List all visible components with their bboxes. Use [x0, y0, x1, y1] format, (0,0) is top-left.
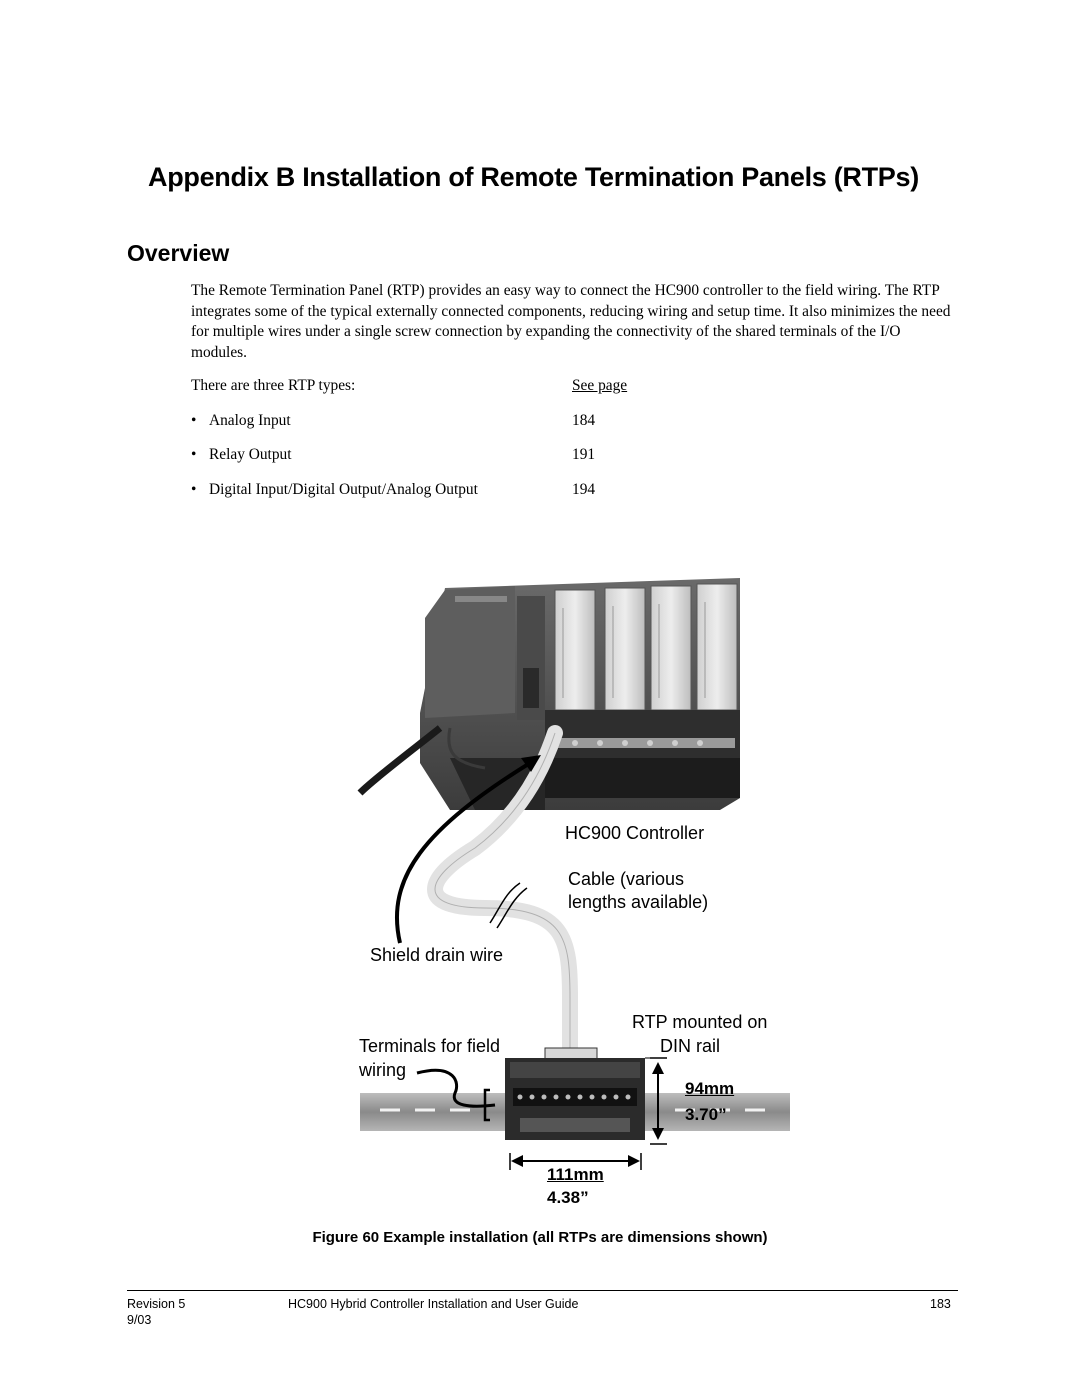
- section-title: Overview: [127, 240, 230, 266]
- terminals-label-line2: wiring: [359, 1060, 407, 1080]
- cable-label-line1: Cable (various: [568, 869, 685, 889]
- shield-drain-label: Shield drain wire: [370, 945, 504, 965]
- width-in-label: 4.38”: [547, 1188, 589, 1207]
- cable-label-line2: lengths available): [568, 892, 709, 912]
- footer-divider: [127, 1290, 958, 1291]
- figure-caption: Figure 60 Example installation (all RTPs are dimensions shown): [312, 1229, 768, 1246]
- bullet-icon: •: [191, 446, 197, 463]
- see-page-header: See page: [572, 377, 628, 394]
- height-mm-label: 94mm: [685, 1079, 735, 1098]
- controller-label: HC900 Controller: [565, 823, 705, 843]
- rtp-types-label: There are three RTP types:: [191, 377, 356, 394]
- rtp-type-name: Analog Input: [209, 412, 291, 429]
- bullet-icon: •: [191, 412, 197, 429]
- list-item: [191, 446, 292, 464]
- footer-date: 9/03: [127, 1313, 152, 1327]
- rtp-type-page: 191: [572, 446, 596, 463]
- terminals-label-line1: Terminals for field: [359, 1036, 501, 1056]
- footer-page-number: 183: [930, 1297, 951, 1311]
- rtp-type-name: Relay Output: [209, 446, 292, 463]
- rtp-type-page: 194: [572, 481, 596, 498]
- installation-figure: [355, 578, 795, 1213]
- width-mm-label: 111mm: [547, 1165, 604, 1184]
- intro-paragraph: The Remote Termination Panel (RTP) provides an easy way to connect the HC900 controller to the field wiring. The RTP integrates some of the typical externally connected components, reducing wiring and setup time. It also minimizes the need for multiple wires under a single screw connection by expanding the connectivity of the shared terminals of the I/O modules.: [191, 282, 951, 361]
- height-in-label: 3.70”: [685, 1105, 727, 1124]
- rtp-label-line2: DIN rail: [660, 1036, 721, 1056]
- bullet-icon: •: [191, 481, 197, 498]
- list-item: [191, 481, 478, 499]
- rtp-label-line1: RTP mounted on: [632, 1012, 768, 1032]
- footer-title: HC900 Hybrid Controller Installation and User Guide: [288, 1297, 579, 1311]
- appendix-heading: Appendix B Installation of Remote Termination Panels (RTPs): [148, 162, 919, 192]
- list-item: [191, 412, 291, 430]
- footer-revision: Revision 5: [127, 1297, 186, 1311]
- rtp-type-page: 184: [572, 412, 596, 429]
- rtp-type-name: Digital Input/Digital Output/Analog Output: [209, 481, 478, 498]
